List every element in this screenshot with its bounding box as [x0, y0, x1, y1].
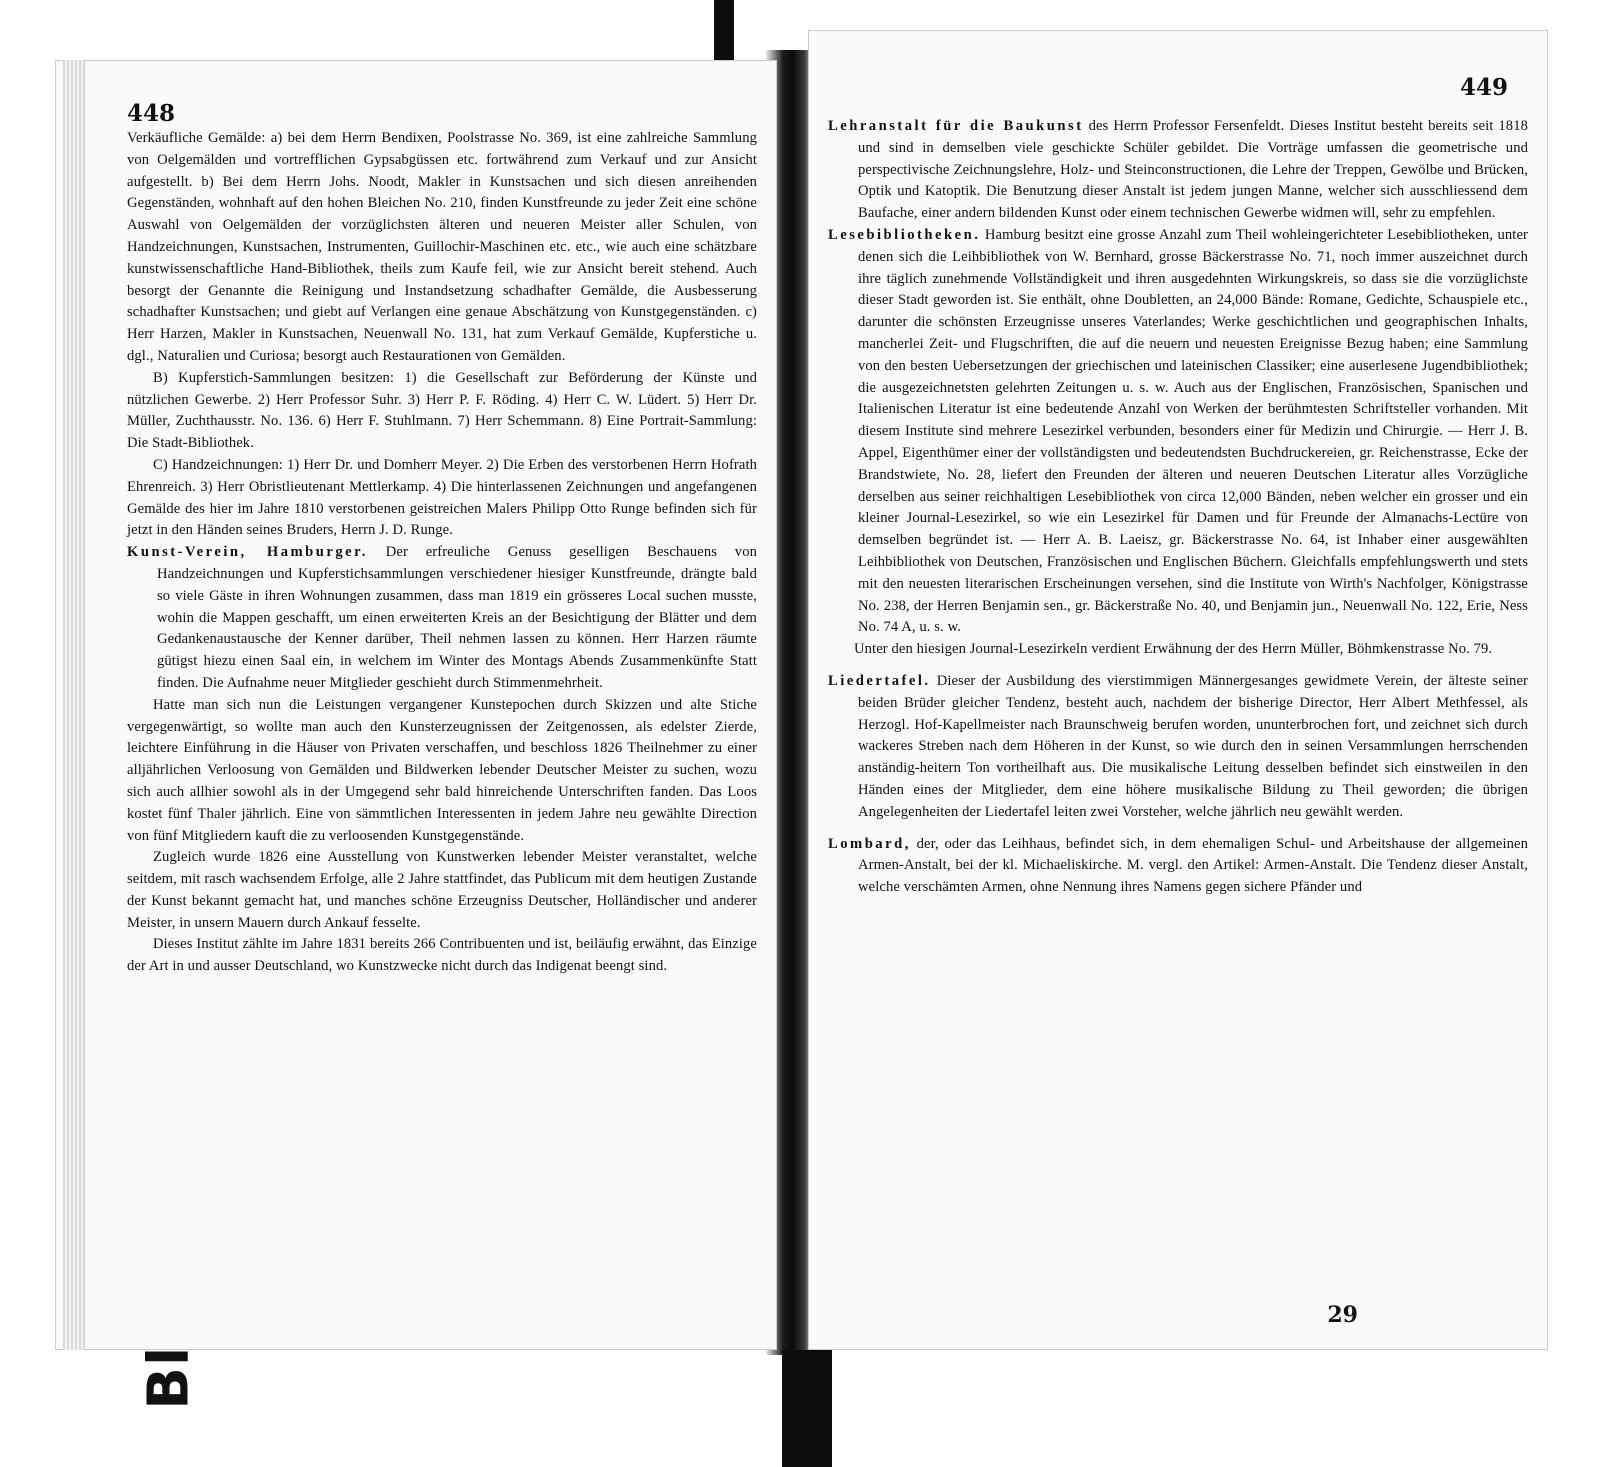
lehranstalt-text: des Herrn Professor Fersenfeldt. Dieses Institut besteht bereits seit 1818 und sind in demselben viele geschickte Schüler gebildet. Die Vorträge umfassen die geometrische und perspectivische Zeichnungslehre, Holz- und Steinconstructionen, die Lehre der Treppen, Gewölbe und Brücken, Optik und Katoptik. Die Benutzung dieser Anstalt ist jedem jungen Manne, welcher sich ausschliessend dem Baufache, einer andern bildenden Kunst oder einem technischen Gewerbe widmen will, sehr zu empfehlen. [858, 118, 1528, 222]
kupferstich-paragraph: B) Kupferstich-Sammlungen besitzen: 1) die Gesellschaft zur Beförderung der Künste und nützlichen Gewerbe. 2) Herr Professor Suhr. 3) Herr P. F. Röding. 4) Herr C. W. Lüdert. 5) Herr Dr. Müller, Zuchthausstr. No. 136. 6) Herr F. Stuhlmann. 7) Herr Schemmann. 8) Eine Portrait-Sammlung: Die Stadt-Bibliothek. [127, 369, 757, 452]
book-spine-top [714, 0, 734, 60]
left-page-column [127, 128, 757, 978]
signature-mark: 29 [1327, 1302, 1358, 1328]
right-page-column [828, 116, 1528, 899]
right-page-number: 449 [1459, 74, 1508, 101]
lehranstalt-entry [828, 116, 1528, 225]
liedertafel-heading: Liedertafel. [828, 672, 931, 689]
right-page [808, 30, 1548, 1350]
lombard-entry [828, 834, 1528, 899]
verloosung-paragraph: Hatte man sich nun die Leistungen vergangener Kunstepochen durch Skizzen und alte Stiche vergegenwärtigt, so wollte man auch den Kunsterzeugnissen der Zeitgenossen, als edelster Zierde, leichtere Einführung in die Häuser von Privaten verschaffen, und beschloss 1826 Theilnehmer zu einer alljährlichen Verloosung von Gemälden und Bildwerken lebender Deutscher Meister zu suchen, wozu sich auch allhier sowohl als in der Umgegend sehr bald hinreichende Unterschriften fanden. Das Loos kostet fünf Thaler jährlich. Eine von sämmtlichen Interessenten in jedem Jahre neu gewählte Direction von fünf Mitgliedern kauft die zu verloosenden Kunstgegenstände. [127, 696, 757, 844]
book-spine-bottom [782, 1350, 832, 1467]
liedertafel-text: Dieser der Ausbildung des vierstimmigen Männergesanges gewidmete Verein, der älteste seiner beiden Brüder gleicher Tendenz, besteht auch, nachdem der bisherige Director, Herr Albert Methfessel, als Herzogl. Hof-Kapellmeister nach Braunschweig berufen worden, ununterbrochen fort, und zeichnet sich durch wackeres Streben nach dem Höheren in der Kunst, so wie durch den in seinen Versammlungen herrschenden anständig-heitern Ton vortheilhaft aus. Die musikalische Leitung desselben befindet sich einstweilen in den Händen eines der Mitglieder, dem eine höhere musikalische Bildung zu Theil geworden; die übrigen Angelegenheiten der Liedertafel leiten zwei Vorsteher, welche jährlich neu gewählt werden. [858, 672, 1528, 820]
lesebibliotheken-entry [828, 225, 1528, 639]
liedertafel-entry [828, 671, 1528, 824]
lombard-heading: Lombard, [828, 835, 911, 852]
left-page [55, 60, 777, 1350]
lehranstalt-heading: Lehranstalt für die Baukunst [828, 118, 1084, 134]
ausstellung-paragraph: Zugleich wurde 1826 eine Ausstellung von Kunstwerken lebender Meister veranstaltet, welche seitdem, mit rasch wachsendem Erfolge, alle 2 Jahre stattfindet, das Publicum mit dem heutigen Zustande der Kunst bekannt gemacht hat, und manches schöne Erzeugniss Deutscher, Holländischer und anderer Meister, in unsern Mauern durch Ankauf fesselte. [127, 849, 757, 931]
left-page-number: 448 [127, 100, 176, 127]
lesebibliotheken-heading: Lesebibliotheken. [828, 226, 981, 243]
lesebibliotheken-text: Hamburg besitzt eine grosse Anzahl zum Theil wohleingerichteter Lesebibliotheken, unter denen sich die Leihbibliothek von W. Bernhard, grosse Bäckerstrasse No. 71, noch immer auszeichnet durch ihre täglich zunehmende Vollständigkeit und ihren ausgedehnten Wirkungskreis, so dass sie die vorzüglichste dieser Stadt geworden ist. Sie enthält, ohne Doubletten, an 24,000 Bände: Romane, Gedichte, Schauspiele etc., darunter die schönsten Erzeugnisse unseres Vaterlandes; Werke geschichtlichen und geographischen Inhalts, mancherlei Zeit- und Flugschriften, die auf die neuern und neuesten Ereignisse Bezug haben; eine Sammlung von den besten Uebersetzungen der griechischen und lateinischen Classiker; eine auserlesene Jugendbibliothek; die ausgezeichnetsten gelehrten Zeitungen u. s. w. Auch aus der Englischen, Französischen, Spanischen und Italienischen Literatur ist eine bedeutende Anzahl von Werken der berühmtesten Schriftsteller vorhanden. Mit diesem Institute sind mehrere Lesezirkel verbunden, besonders einer für Medizin und Chirurgie. — Herr J. B. Appel, Eigenthümer einer der vollständigsten und bedeutendsten Buchdruckereien, gr. Reichenstrasse, Ecke der Brandstwiete, No. 28, liefert den Freunden der älteren und neueren Deutschen Literatur alles Vorzügliche derselben aus seiner reichhaltigen Lesebibliothek von circa 12,000 Bänden, neben welcher ein grosser und ein kleiner Journal-Lesezirkel, so wie ein Lesezirkel für Damen und für Freunde der Almanachs-Lectüre von demselben begründet ist. — Herr A. B. Laeisz, gr. Bäckerstrasse No. 64, ist Inhaber einer ausgewählten Leihbibliothek von Deutschen, Französischen und Englischen Büchern. Gleichfalls empfehlungswerth und stets mit den neuesten literarischen Erscheinungen versehen, sind die Institute von Wirth's Nachfolger, Königstrasse No. 238, der Herren Benjamin sen., gr. Bäckerstraße No. 40, und Benjamin jun., Neuenwall No. 122, Erie, Ness No. 74 A, u. s. w. [858, 226, 1529, 636]
lombard-text: der, oder das Leihhaus, befindet sich, in dem ehemaligen Schul- und Arbeitshause der allgemeinen Armen-Anstalt, bei der kl. Michaeliskirche. M. vergl. den Artikel: Armen-Anstalt. Die Tendenz dieser Anstalt, welche verschämten Armen, ohne Nennung ihres Namens gegen sichere Pfänder und [858, 835, 1529, 896]
kunstverein-heading: Kunst-Verein, Hamburger. [127, 544, 368, 561]
institut-paragraph: Dieses Institut zählte im Jahre 1831 bereits 266 Contribuenten und ist, beiläufig erwähnt, das Einzige der Art in und ausser Deutschland, wo Kunstzwecke nicht durch das Indigenat beengt sind. [127, 936, 757, 975]
handzeichnungen-paragraph: C) Handzeichnungen: 1) Herr Dr. und Domherr Meyer. 2) Die Erben des verstorbenen Herrn Hofrath Ehrenreich. 3) Herr Obristlieutenant Mettlerkamp. 4) Die hinterlassenen Zeichnungen und angefangenen Gemälde des hier im Jahre 1810 verstorbenen geistreichen Malers Philipp Otto Runge befinden sich für jetzt in den Händen seines Bruders, Herrn J. D. Runge. [127, 456, 757, 539]
kunstverein-entry [127, 542, 757, 695]
kunstverein-text: Der erfreuliche Genuss geselligen Beschauens von Handzeichnungen und Kupferstichsammlungen verschiedener hiesiger Kunstfreunde, drängte bald so viele Gäste in ihren Wohnungen zusammen, dass man 1819 ein grösseres Local suchen musste, wohin die Mappen geschafft, um einen erweiterten Kreis an der Besichtigung der Blätter und dem Gedankenaustausche der Kenner darüber, Theil nehmen lassen zu können. Herr Harzen räumte gütigst hiezu einen Saal ein, in welchem im Winter des Montags Abends Zusammenkünfte Statt finden. Die Aufnahme neuer Mitglieder geschieht durch Stimmenmehrheit. [157, 544, 758, 691]
verkaeufliche-gemaelde-paragraph: Verkäufliche Gemälde: a) bei dem Herrn Bendixen, Poolstrasse No. 369, ist eine zahlreiche Sammlung von Oelgemälden und vortrefflichen Gypsabgüssen etc. fortwährend zum Verkauf und zur Ansicht aufgestellt. b) Bei dem Herrn Johs. Noodt, Makler in Kunstsachen und sich diesen anreihenden Gegenständen, wohnhaft auf den hohen Bleichen No. 210, finden Kunstfreunde zu jeder Zeit eine schöne Auswahl von Oelgemälden der vorzüglichsten älteren und neueren Meister aller Schulen, von Handzeichnungen, Kunstsachen, Instrumenten, Guillochir-Maschinen etc. etc., wie auch eine schätzbare kunstwissenschaftliche Hand-Bibliothek, theils zum Kaufe feil, wie zur Ansicht bereit stehend. Auch besorgt der Genannte die Reinigung und Instandsetzung schadhafter Gemälde, die Ausbesserung schadhafter Kunstsachen; und giebt auf Verlangen eine genaue Abschätzung von Kunstgegenständen. c) Herr Harzen, Makler in Kunstsachen, Neuenwall No. 131, hat zum Verkauf Gemälde, Kupferstiche u. dgl., Naturalien und Curiosa; besorgt auch Restaurationen von Gemälden. [127, 130, 757, 364]
journal-paragraph: Unter den hiesigen Journal-Lesezirkeln verdient Erwähnung der des Herrn Müller, Böhmkenstrasse No. 79. [854, 641, 1493, 658]
